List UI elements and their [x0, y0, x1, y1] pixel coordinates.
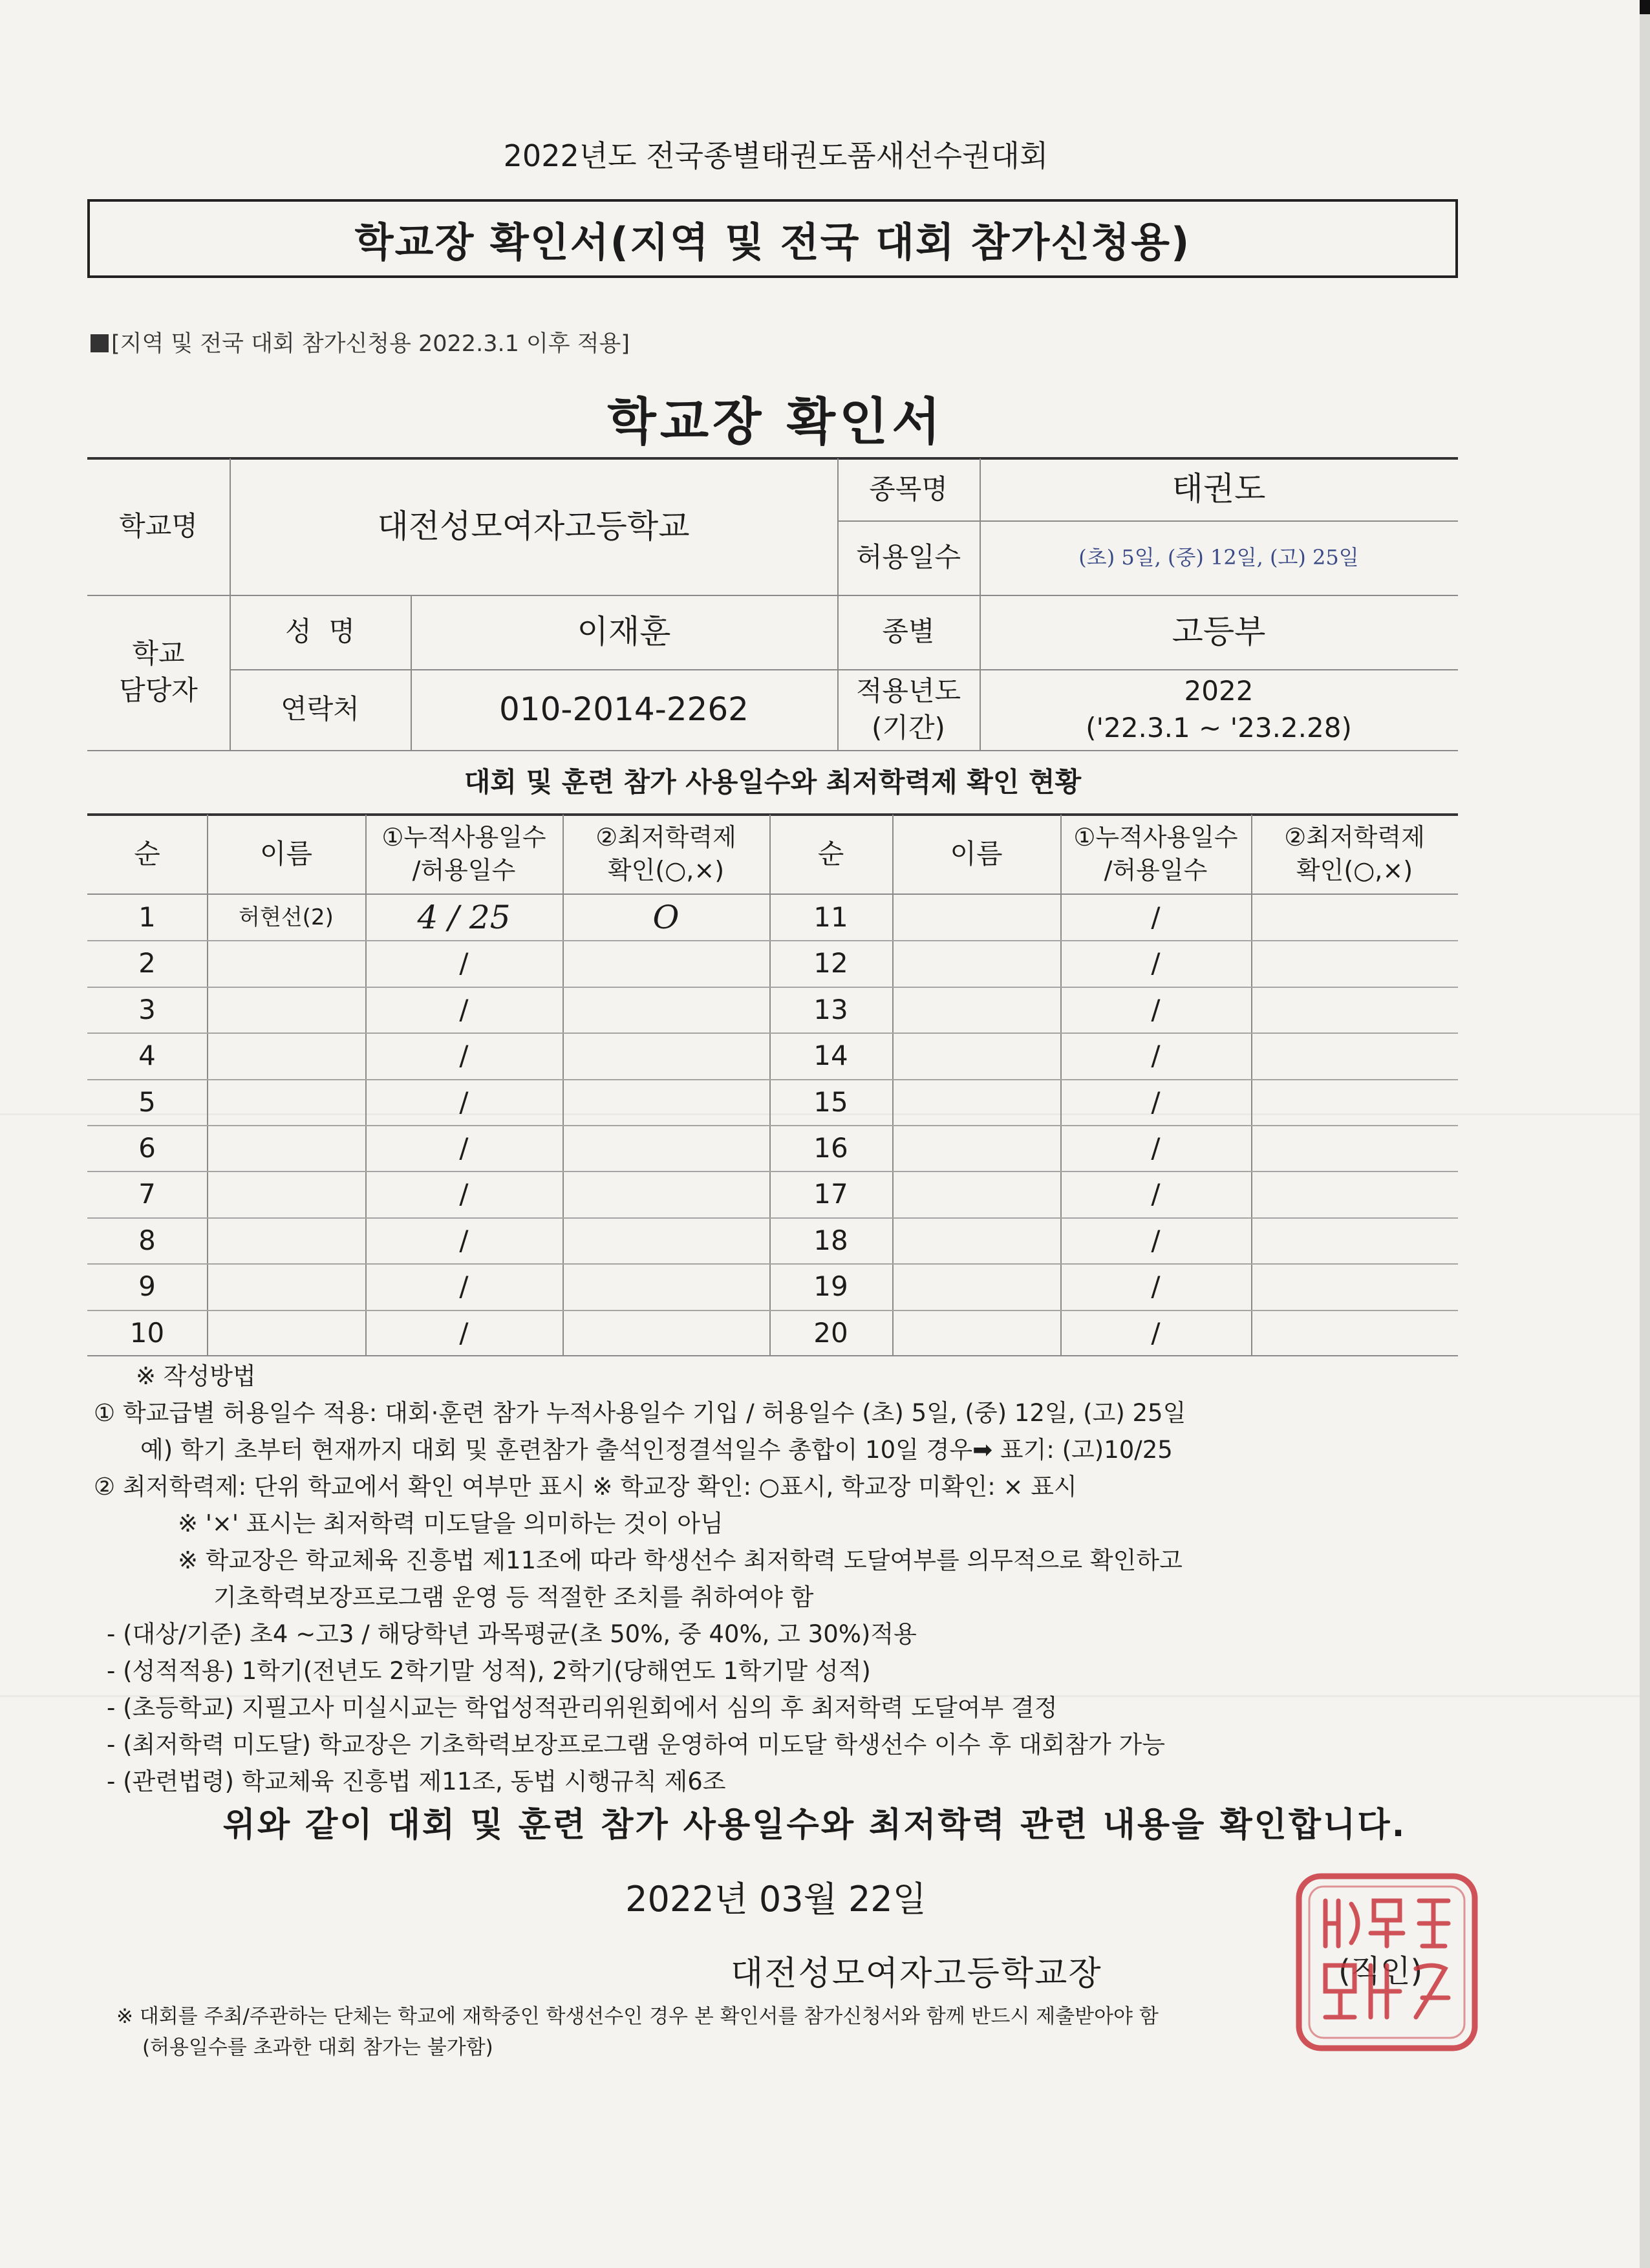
applied-note	[91, 326, 630, 358]
header-days: ①누적사용일수 /허용일수	[1073, 822, 1238, 884]
cell-days: /	[459, 947, 469, 979]
division-label: 종별	[882, 615, 935, 648]
cell-days: /	[459, 1132, 469, 1164]
cell-name	[892, 987, 1060, 1033]
header-name: 이름	[259, 837, 313, 870]
note-1-example: 예) 학기 초부터 현재까지 대회 및 훈련참가 출석인정결석일수 총합이 10일 경우➡ 표기: (고)10/25	[140, 1436, 1173, 1464]
confirmation-statement: 위와 같이 대회 및 훈련 참가 사용일수와 최저학력 관련 내용을 확인합니다.	[222, 1806, 1407, 1845]
cell-name	[892, 1218, 1060, 1264]
cell-check	[562, 1171, 769, 1217]
cell-no: 12	[813, 947, 848, 979]
phone-label: 연락처	[281, 693, 359, 725]
square-bullet-icon	[91, 334, 109, 352]
cell-no: 9	[138, 1270, 156, 1303]
cell-name	[892, 1311, 1060, 1356]
header-check: ②최저학력제 확인(○,×)	[1284, 822, 1425, 884]
contact-group-label: 학교 담당자	[119, 637, 198, 706]
cell-days: /	[459, 1178, 469, 1210]
sport-value: 태권도	[1172, 470, 1266, 508]
cell-check	[562, 1311, 769, 1356]
cell-days: /	[1151, 1178, 1161, 1210]
allowed-days-label: 허용일수	[855, 541, 961, 573]
note-detail-5: - (관련법령) 학교체육 진흥법 제11조, 동법 시행규칙 제6조	[107, 1768, 726, 1795]
cell-days: /	[1151, 1317, 1161, 1349]
cell-check	[562, 1218, 769, 1264]
status-table-title: 대회 및 훈련 참가 사용일수와 최저학력제 확인 현황	[464, 765, 1082, 798]
name-label: 성 명	[285, 615, 355, 648]
cell-name	[892, 1033, 1060, 1079]
cell-days: /	[1151, 1225, 1161, 1257]
table-bottom-border	[87, 1355, 1458, 1356]
cell-check	[562, 1126, 769, 1171]
cell-name	[207, 941, 365, 987]
banner-title	[87, 199, 1458, 278]
note-detail-1: - (대상/기준) 초4 ~고3 / 해당학년 과목평균(초 50%, 중 40%, 고 30%)적용	[107, 1620, 917, 1648]
note-detail-2: - (성적적용) 1학기(전년도 2학기말 성적), 2학기(당해연도 1학기말 성적)	[107, 1657, 871, 1685]
cell-no: 13	[813, 994, 848, 1026]
header-no: 순	[817, 837, 844, 870]
note-1: ① 학교급별 허용일수 적용: 대회·훈련 참가 누적사용일수 기입 / 허용일수 (초) 5일, (중) 12일, (고) 25일	[94, 1399, 1186, 1427]
note-2-c: 기초학력보장프로그램 운영 등 적절한 조치를 취하여야 함	[213, 1583, 814, 1611]
document-title: 학교장 확인서	[607, 393, 945, 451]
cell-check	[562, 941, 769, 987]
cell-no: 10	[129, 1317, 165, 1349]
cell-check	[1251, 1264, 1458, 1310]
cell-no: 7	[138, 1178, 156, 1210]
cell-check	[1251, 1218, 1458, 1264]
cell-days: /	[459, 1317, 469, 1349]
cell-days: /	[1151, 901, 1161, 934]
cell-days: 4 / 25	[417, 898, 511, 936]
division-value: 고등부	[1172, 612, 1266, 650]
cell-no: 2	[138, 947, 156, 979]
cell-no: 20	[813, 1317, 848, 1349]
cell-name	[207, 1311, 365, 1356]
cell-name	[207, 1218, 365, 1264]
cell-name	[892, 895, 1060, 941]
note-detail-4: - (최저학력 미도달) 학교장은 기초학력보장프로그램 운영하여 미도달 학생선수 이수 후 대회참가 가능	[107, 1731, 1166, 1759]
cell-check	[1251, 987, 1458, 1033]
cell-no: 1	[138, 901, 156, 934]
footnote	[116, 2001, 1159, 2063]
note-2: ② 최저학력제: 단위 학교에서 확인 여부만 표시 ※ 학교장 확인: ○표시, 학교장 미확인: × 표시	[94, 1473, 1077, 1501]
cell-no: 19	[813, 1270, 848, 1303]
school-name-value: 대전성모여자고등학교	[377, 507, 690, 545]
cell-name: 허현선(2)	[239, 904, 334, 930]
cell-name	[892, 1126, 1060, 1171]
cell-name	[207, 1264, 365, 1310]
cell-no: 8	[138, 1225, 156, 1257]
header-days: ①누적사용일수 /허용일수	[381, 822, 546, 884]
cell-no: 5	[138, 1086, 156, 1118]
year-label: 적용년도 (기간)	[855, 674, 961, 744]
note-2-b: ※ 학교장은 학교체육 진흥법 제11조에 따라 학생선수 최저학력 도달여부를 의무적으로 확인하고	[178, 1546, 1183, 1574]
cell-check	[562, 1080, 769, 1126]
cell-no: 11	[813, 901, 848, 934]
cell-check	[1251, 1171, 1458, 1217]
note-detail-3: - (초등학교) 지필고사 미실시교는 학업성적관리위원회에서 심의 후 최저학력 도달여부 결정	[107, 1694, 1058, 1722]
cell-no: 3	[138, 994, 156, 1026]
cell-no: 6	[138, 1132, 156, 1164]
writing-instructions	[94, 1358, 1529, 1800]
cell-name	[207, 1033, 365, 1079]
note-2-a: ※ '×' 표시는 최저학력 미도달을 의미하는 것이 아님	[178, 1510, 723, 1537]
scan-edge	[1640, 0, 1650, 2268]
name-value: 이재훈	[577, 612, 671, 650]
cell-days: /	[1151, 1132, 1161, 1164]
cell-days: /	[459, 994, 469, 1026]
cell-days: /	[1151, 1086, 1161, 1118]
banner-title-text: 학교장 확인서(지역 및 전국 대회 참가신청용)	[354, 218, 1191, 266]
cell-no: 17	[813, 1178, 848, 1210]
cell-days: /	[1151, 994, 1161, 1026]
cell-no: 15	[813, 1086, 848, 1118]
cell-check	[1251, 1311, 1458, 1356]
official-seal-stamp	[1290, 1868, 1484, 2056]
cell-no: 4	[138, 1040, 156, 1072]
cell-check	[1251, 895, 1458, 941]
cell-check	[1251, 1033, 1458, 1079]
header-no: 순	[134, 837, 160, 870]
issue-date: 2022년 03월 22일	[625, 1879, 927, 1920]
phone-value: 010-2014-2262	[498, 690, 749, 728]
cell-name	[207, 1126, 365, 1171]
cell-check: O	[652, 898, 680, 936]
cell-name	[892, 941, 1060, 987]
header-name: 이름	[950, 837, 1003, 870]
cell-name	[207, 1171, 365, 1217]
cell-no: 18	[813, 1225, 848, 1257]
notes-heading: ※ 작성방법	[136, 1362, 256, 1390]
cell-check	[562, 987, 769, 1033]
cell-check	[562, 1264, 769, 1310]
cell-days: /	[459, 1225, 469, 1257]
cell-days: /	[459, 1086, 469, 1118]
cell-days: /	[1151, 1040, 1161, 1072]
school-name-label: 학교명	[119, 510, 198, 542]
cell-no: 14	[813, 1040, 848, 1072]
header-check: ②최저학력제 확인(○,×)	[595, 822, 736, 884]
principal-signature-line: 대전성모여자고등학교장	[731, 1954, 1102, 1993]
cell-name	[207, 1080, 365, 1126]
cell-days: /	[1151, 1270, 1161, 1303]
event-title: 2022년도 전국종별태권도품새선수권대회	[503, 138, 1049, 173]
cell-name	[207, 987, 365, 1033]
cell-check	[562, 1033, 769, 1079]
year-value: 2022 ('22.3.1 ~ '23.2.28)	[1086, 674, 1352, 744]
cell-check	[1251, 1080, 1458, 1126]
footnote-line-1: ※ 대회를 주최/주관하는 단체는 학교에 재학중인 학생선수인 경우 본 확인서를 참가신청서와 함께 반드시 제출받아야 함	[116, 2005, 1159, 2028]
cell-name	[892, 1171, 1060, 1217]
cell-days: /	[1151, 947, 1161, 979]
cell-days: /	[459, 1270, 469, 1303]
sport-label: 종목명	[869, 473, 948, 505]
seal-label: (직인)	[1338, 1953, 1423, 1989]
cell-name	[892, 1080, 1060, 1126]
footnote-line-2: (허용일수를 초과한 대회 참가는 불가함)	[142, 2036, 493, 2059]
applied-note-text: [지역 및 전국 대회 참가신청용 2022.3.1 이후 적용]	[111, 331, 630, 357]
cell-check	[1251, 1126, 1458, 1171]
allowed-days-value: (초) 5일, (중) 12일, (고) 25일	[1078, 544, 1359, 570]
cell-name	[892, 1264, 1060, 1310]
cell-no: 16	[813, 1132, 848, 1164]
cell-days: /	[459, 1040, 469, 1072]
cell-check	[1251, 941, 1458, 987]
